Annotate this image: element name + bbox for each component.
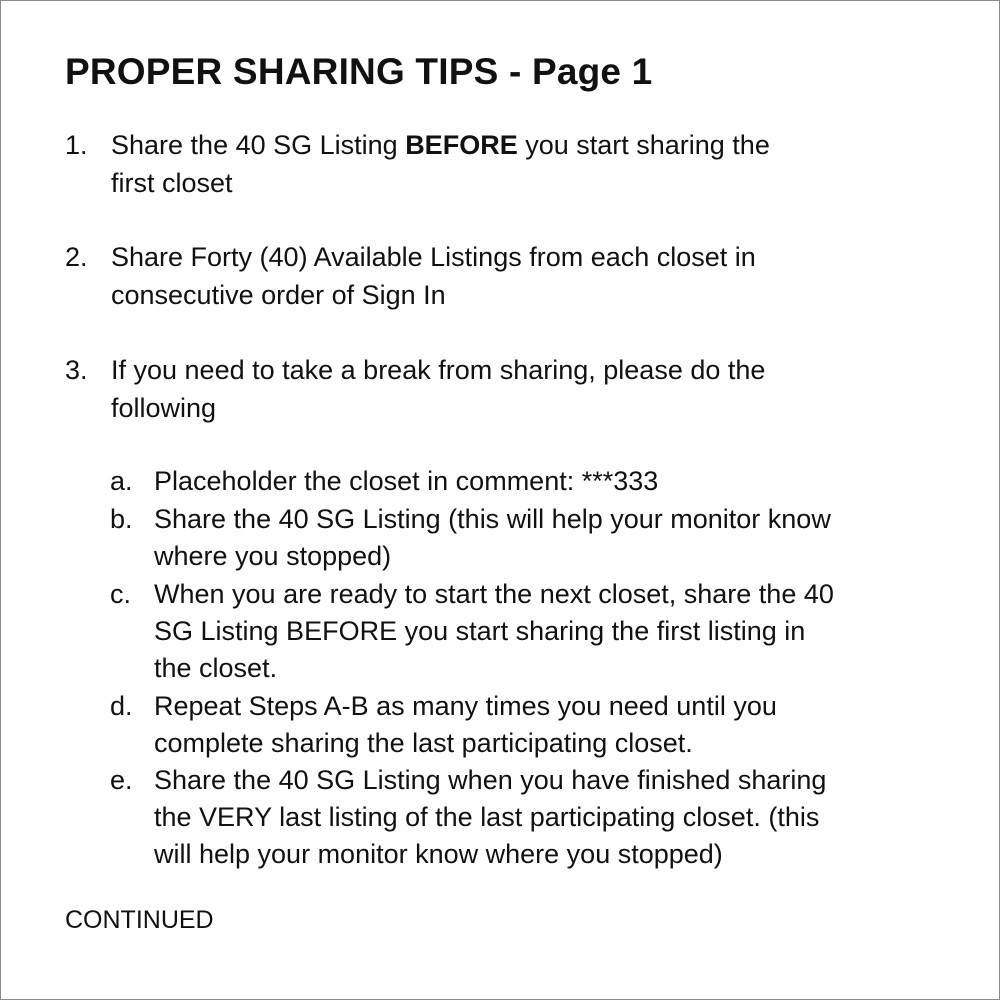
list-marker: 1. <box>65 130 88 160</box>
sub-marker: d. <box>110 691 133 721</box>
sub-item-text <box>154 762 826 873</box>
list-item-line: consecutive order of Sign In <box>111 280 446 310</box>
sub-item-line: complete sharing the last participating closet. <box>154 728 693 758</box>
list-item-text <box>111 351 765 427</box>
sub-item-line: Placeholder the closet in comment: ***333 <box>154 466 659 496</box>
sub-item-line: the VERY last listing of the last participating closet. (this <box>154 802 820 832</box>
continued-label: CONTINUED <box>65 906 214 934</box>
sub-item-text <box>154 501 831 575</box>
list-item-text <box>111 126 770 202</box>
page-title: PROPER SHARING TIPS - Page 1 <box>65 51 653 92</box>
sub-item-line: where you stopped) <box>154 541 392 571</box>
list-item-line <box>111 126 770 164</box>
sub-item-line: Repeat Steps A-B as many times you need until you <box>154 691 777 721</box>
list-marker: 2. <box>65 242 88 272</box>
sub-item-line: Share the 40 SG Listing (this will help your monitor know <box>154 504 831 534</box>
list-item-text <box>111 238 756 314</box>
sub-item-text <box>154 463 658 500</box>
list-item-line: If you need to take a break from sharing, please do the <box>111 355 766 385</box>
sub-item-line: SG Listing BEFORE you start sharing the first listing in <box>154 616 806 646</box>
list-item-line: Share Forty (40) Available Listings from each closet in <box>111 242 756 272</box>
sub-item-line: the closet. <box>154 653 278 683</box>
sub-marker: e. <box>110 765 133 795</box>
sub-item-text <box>154 576 834 687</box>
sub-item-line: will help your monitor know where you stopped) <box>154 839 723 869</box>
list-item-line: first closet <box>111 168 233 198</box>
sub-marker: c. <box>110 579 132 609</box>
list-marker: 3. <box>65 355 88 385</box>
list-item-line: following <box>111 393 217 423</box>
sub-item-line: When you are ready to start the next closet, share the 40 <box>154 579 834 609</box>
text-run: you start sharing the <box>517 130 770 160</box>
sub-item-text <box>154 688 777 762</box>
sub-item-line: Share the 40 SG Listing when you have finished sharing <box>154 765 827 795</box>
text-run: Share the 40 SG Listing <box>111 130 406 160</box>
sub-marker: b. <box>110 504 133 534</box>
sub-marker: a. <box>110 466 133 496</box>
bold-text: BEFORE <box>405 130 518 160</box>
